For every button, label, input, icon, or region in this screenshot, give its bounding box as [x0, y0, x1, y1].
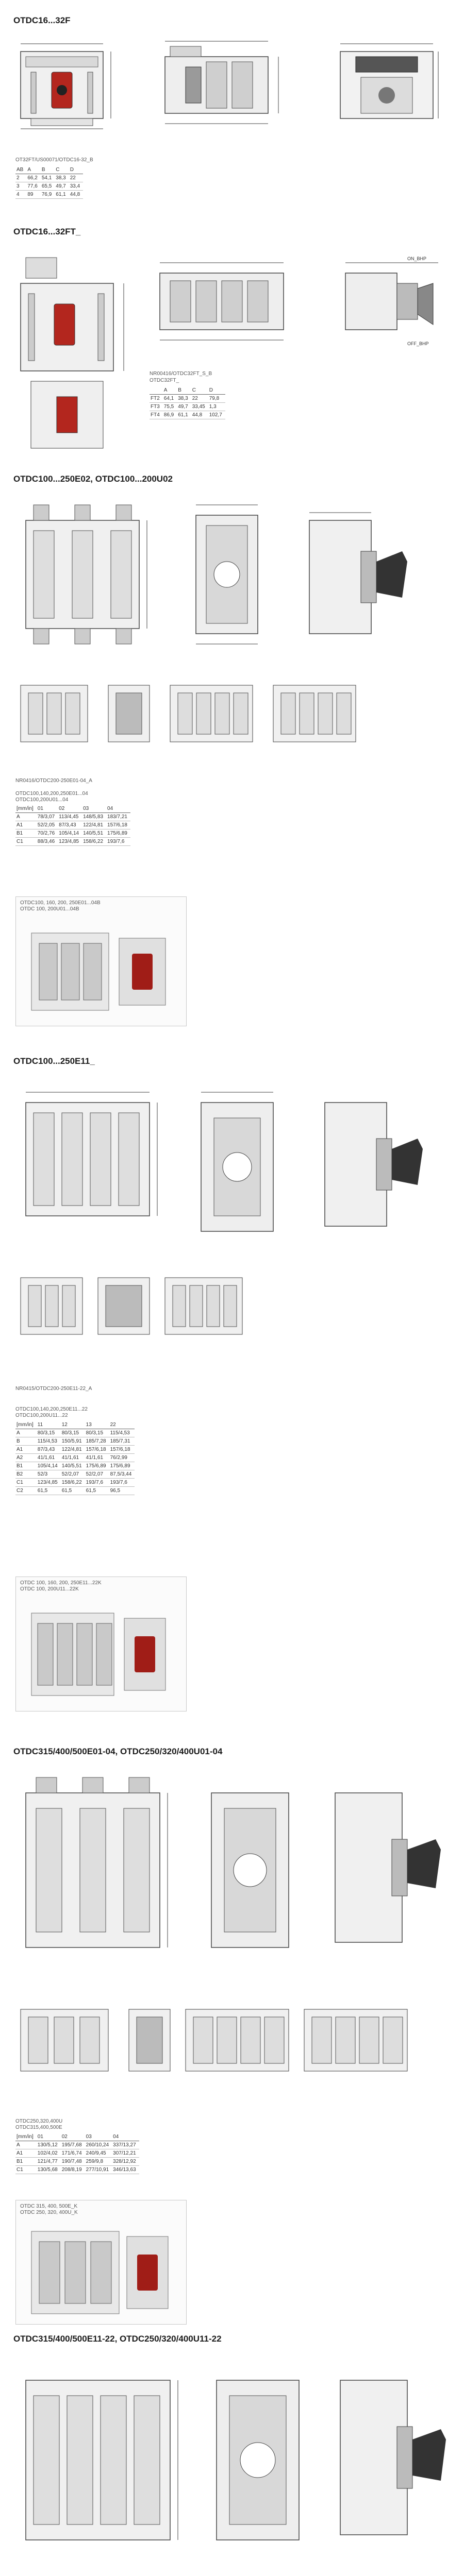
table-caption: OTDC32FT_ [150, 378, 179, 383]
photo-caption: OTDC 100, 160, 200, 250E11...22K [20, 1580, 102, 1586]
table-cell: 78/3,07 [37, 813, 58, 821]
section-title: OTDC315/400/500E11-22, OTDC250/320/400U11-22 [13, 2334, 222, 2344]
table-row [15, 2166, 139, 2174]
table-cell: 259/9,8 [85, 2158, 112, 2166]
table-cell: 122/4,81 [61, 1446, 85, 1454]
table-cell: 44,8 [69, 191, 83, 199]
table-cell: 49,7 [177, 403, 191, 411]
table-cell: 33,45 [191, 403, 208, 411]
table-cell: C2 [15, 1487, 37, 1495]
table-cell: 61,5 [37, 1487, 61, 1495]
table-cell: A [15, 1429, 37, 1437]
table-cell: 61,1 [177, 411, 191, 419]
table-cell: 22 [69, 174, 83, 182]
table-header: C [55, 166, 69, 174]
table-row [15, 1454, 135, 1462]
side-view-drawing [180, 495, 284, 659]
product-photo [26, 2221, 176, 2319]
table-header: B [41, 166, 55, 174]
table-cell: 4 [15, 191, 26, 199]
table-header: 22 [109, 1421, 135, 1429]
table-caption: OTDC100,140,200,250E11...22 [15, 1406, 88, 1412]
table-header-row [15, 1421, 135, 1429]
table-row [150, 411, 225, 419]
table-caption: OTDC100,200U11...22 [15, 1413, 68, 1418]
table-header: [mm/in] [15, 805, 37, 813]
table-header-row [15, 166, 83, 174]
table-cell: 77,6 [26, 182, 40, 191]
table-cell: A [15, 813, 37, 821]
table-cell: 76,9 [41, 191, 55, 199]
table-cell: 208/8,19 [61, 2166, 85, 2174]
table-cell: B [15, 1437, 37, 1446]
svg-text:OFF_BHP: OFF_BHP [407, 341, 429, 346]
table-cell: 157/6,18 [109, 1446, 135, 1454]
table-cell: 337/13,27 [112, 2141, 139, 2149]
table-cell: 38,3 [177, 395, 191, 403]
table-cell: 102,7 [208, 411, 225, 419]
table-cell: 88/3,46 [37, 838, 58, 846]
table-cell: 193/7,6 [85, 1479, 109, 1487]
dimension-table [15, 166, 83, 199]
drawing-ref: NR0415/OTDC200-250E11-22_A [15, 1386, 92, 1392]
table-row [150, 403, 225, 411]
table-caption: OTDC100,200U01...04 [15, 797, 69, 803]
table-cell: 44,8 [191, 411, 208, 419]
table-cell: 33,4 [69, 182, 83, 191]
front-view-drawing [15, 1767, 180, 1968]
table-row [15, 2158, 139, 2166]
table-cell: 61,5 [85, 1487, 109, 1495]
table-header: 01 [37, 805, 58, 813]
table-header-row [150, 386, 225, 395]
table-cell: 190/7,48 [61, 2158, 85, 2166]
table-header: 12 [61, 1421, 85, 1429]
table-cell: 195/7,68 [61, 2141, 85, 2149]
table-cell: 115/4,53 [109, 1429, 135, 1437]
table-row [15, 174, 83, 182]
table-header-row [15, 2133, 139, 2141]
side-view-drawing [150, 247, 304, 350]
table-cell: 22 [191, 395, 208, 403]
table-cell: C1 [15, 1479, 37, 1487]
pole-variant-drawings [15, 1262, 459, 1360]
table-cell: FT4 [150, 411, 163, 419]
table-cell: 260/10,24 [85, 2141, 112, 2149]
table-header [150, 386, 163, 395]
table-cell: FT3 [150, 403, 163, 411]
table-cell: 70/2,76 [37, 829, 58, 838]
section-otdc315-500e01 [0, 1747, 464, 2334]
drawing-ref: OT32FT/US00071/OTDC16-32_B [15, 157, 93, 163]
table-cell: A1 [15, 2149, 37, 2158]
section-title: OTDC315/400/500E01-04, OTDC250/320/400U01-04 [13, 1747, 223, 1756]
table-cell: 185/7,28 [85, 1437, 109, 1446]
table-cell: 52/3 [37, 1470, 61, 1479]
section-title: OTDC100...250E11_ [13, 1056, 95, 1066]
table-cell: 2 [15, 174, 26, 182]
table-caption: OTDC100,140,200,250E01...04 [15, 791, 88, 796]
table-cell: A1 [15, 1446, 37, 1454]
table-cell: 79,8 [208, 395, 225, 403]
table-cell: 61,1 [55, 191, 69, 199]
table-cell: 76/2,99 [109, 1454, 135, 1462]
table-cell: 52/2,05 [37, 821, 58, 829]
photo-caption: OTDC 100, 200U11...22K [20, 1586, 79, 1592]
section-title: OTDC16...32F [13, 15, 71, 25]
svg-text:ON_BHP: ON_BHP [407, 256, 427, 261]
table-row [15, 1470, 135, 1479]
photo-caption: OTDC100, 160, 200, 250E01...04B [20, 900, 101, 906]
table-cell: 52/2,07 [61, 1470, 85, 1479]
table-row [15, 838, 130, 846]
table-cell: A [15, 2141, 37, 2149]
table-cell: 80/3,15 [85, 1429, 109, 1437]
table-header: A [163, 386, 177, 395]
table-header: 03 [82, 805, 106, 813]
photo-caption: OTDC 100, 200U01...04B [20, 906, 79, 912]
table-header: C [191, 386, 208, 395]
table-cell: 113/4,45 [58, 813, 82, 821]
table-caption: OTDC315,400,500E [15, 2125, 62, 2130]
dimension-table [15, 805, 130, 846]
table-cell: 175/6,89 [106, 829, 130, 838]
table-header: D [208, 386, 225, 395]
table-row [15, 821, 130, 829]
table-row [15, 2149, 139, 2158]
table-row [15, 1479, 135, 1487]
table-row [15, 1429, 135, 1437]
table-cell: 41/1,61 [61, 1454, 85, 1462]
section-otdc315-500e11 [0, 2334, 464, 2576]
table-cell: 102/4,02 [37, 2149, 61, 2158]
table-header: A [26, 166, 40, 174]
table-cell: 115/4,53 [37, 1437, 61, 1446]
table-cell: A2 [15, 1454, 37, 1462]
table-cell: 157/6,18 [85, 1446, 109, 1454]
photo-caption: OTDC 315, 400, 500E_K [20, 2204, 78, 2209]
table-cell: 38,3 [55, 174, 69, 182]
table-cell: 328/12,92 [112, 2158, 139, 2166]
table-cell: 66,2 [26, 174, 40, 182]
product-photo-box [15, 896, 187, 1026]
table-cell: B1 [15, 829, 37, 838]
table-cell: 65,5 [41, 182, 55, 191]
table-row [15, 1462, 135, 1470]
table-cell: 87/3,43 [58, 821, 82, 829]
table-cell: 158/6,22 [61, 1479, 85, 1487]
table-cell: 122/4,81 [82, 821, 106, 829]
dimension-table [150, 386, 225, 419]
pole-variant-drawings [15, 1989, 459, 2092]
side-profile-drawing [330, 247, 449, 361]
table-cell: 121/4,77 [37, 2158, 61, 2166]
drawing-ref: NR00416/OTDC32FT_S_B [150, 371, 212, 377]
table-row [15, 191, 83, 199]
table-header: AB [15, 166, 26, 174]
table-cell: 193/7,6 [106, 838, 130, 846]
dimension-table [15, 2133, 139, 2174]
section-title: OTDC100...250E02, OTDC100...200U02 [13, 474, 173, 484]
table-header: 04 [112, 2133, 139, 2141]
table-cell: 171/6,74 [61, 2149, 85, 2158]
side-view-drawing [196, 1772, 314, 1968]
product-photo-box [15, 2200, 187, 2325]
table-header-row [15, 805, 130, 813]
table-cell: 61,5 [61, 1487, 85, 1495]
table-cell: 140/5,51 [82, 829, 106, 838]
table-cell: 1,3 [208, 403, 225, 411]
product-photo-box [15, 1577, 187, 1711]
table-header: [mm/in] [15, 2133, 37, 2141]
dimension-table [15, 1421, 135, 1495]
front-view-drawing [15, 252, 139, 459]
table-header: 13 [85, 1421, 109, 1429]
table-cell: 240/9,45 [85, 2149, 112, 2158]
table-cell: 105/4,14 [37, 1462, 61, 1470]
table-cell: 41/1,61 [85, 1454, 109, 1462]
table-cell: 185/7,31 [109, 1437, 135, 1446]
front-view-drawing [15, 2354, 186, 2561]
product-photo [26, 1598, 176, 1706]
table-header: 11 [37, 1421, 61, 1429]
table-cell: 3 [15, 182, 26, 191]
table-cell: A1 [15, 821, 37, 829]
table-header: 02 [61, 2133, 85, 2141]
table-cell: 105/4,14 [58, 829, 82, 838]
handle-side-drawing [314, 1087, 433, 1242]
table-cell: 86,9 [163, 411, 177, 419]
table-header: 02 [58, 805, 82, 813]
table-row [15, 829, 130, 838]
section-otdc100-250e02 [0, 474, 464, 1056]
product-photo [26, 918, 176, 1021]
table-cell: 130/5,68 [37, 2166, 61, 2174]
table-cell: 130/5,12 [37, 2141, 61, 2149]
table-cell: C1 [15, 2166, 37, 2174]
handle-side-drawing [299, 505, 418, 649]
table-cell: 123/4,85 [37, 1479, 61, 1487]
table-cell: 183/7,21 [106, 813, 130, 821]
section-otdc100-250e11 [0, 1056, 464, 1747]
table-cell: FT2 [150, 395, 163, 403]
table-caption: OTDC250,320,400U [15, 2119, 63, 2124]
table-cell: 193/7,6 [109, 1479, 135, 1487]
table-row [15, 813, 130, 821]
table-header: 03 [85, 2133, 112, 2141]
table-cell: B1 [15, 2158, 37, 2166]
table-cell: 52/2,07 [85, 1470, 109, 1479]
table-row [15, 182, 83, 191]
table-cell: 49,7 [55, 182, 69, 191]
table-row [150, 395, 225, 403]
table-cell: B2 [15, 1470, 37, 1479]
table-row [15, 1446, 135, 1454]
table-cell: B1 [15, 1462, 37, 1470]
table-cell: 64,1 [163, 395, 177, 403]
table-cell: 80/3,15 [37, 1429, 61, 1437]
table-cell: 158/6,22 [82, 838, 106, 846]
photo-caption: OTDC 250, 320, 400U_K [20, 2210, 78, 2215]
table-row [15, 1437, 135, 1446]
table-cell: 148/5,83 [82, 813, 106, 821]
handle-side-drawing [330, 2365, 454, 2550]
table-row [15, 2141, 139, 2149]
table-header: [mm/in] [15, 1421, 37, 1429]
table-row [15, 1487, 135, 1495]
front-view-drawing [15, 495, 160, 649]
front-view-drawing [15, 1077, 170, 1236]
side-view-drawing [186, 1082, 299, 1252]
table-header: 01 [37, 2133, 61, 2141]
rear-view-drawing [330, 36, 443, 139]
table-cell: 150/5,91 [61, 1437, 85, 1446]
table-cell: 346/13,63 [112, 2166, 139, 2174]
table-header: D [69, 166, 83, 174]
table-cell: 175/6,89 [109, 1462, 135, 1470]
table-cell: 140/5,51 [61, 1462, 85, 1470]
front-view-drawing [15, 36, 134, 149]
table-cell: 307/12,21 [112, 2149, 139, 2158]
pole-variant-drawings [15, 670, 459, 762]
handle-side-drawing [325, 1777, 449, 1958]
section-otdc16-32ft [0, 227, 464, 474]
side-view-drawing [155, 31, 294, 144]
table-header: 04 [106, 805, 130, 813]
table-cell: 277/10,91 [85, 2166, 112, 2174]
section-title: OTDC16...32FT_ [13, 227, 81, 236]
table-cell: 89 [26, 191, 40, 199]
table-cell: 54,1 [41, 174, 55, 182]
side-view-drawing [201, 2360, 320, 2561]
section-otdc16-32f [0, 0, 464, 227]
table-cell: 87,5/3,44 [109, 1470, 135, 1479]
table-cell: 157/6,18 [106, 821, 130, 829]
table-cell: 175/6,89 [85, 1462, 109, 1470]
table-cell: 75,5 [163, 403, 177, 411]
table-cell: C1 [15, 838, 37, 846]
table-cell: 41/1,61 [37, 1454, 61, 1462]
table-cell: 87/3,43 [37, 1446, 61, 1454]
table-cell: 123/4,85 [58, 838, 82, 846]
table-cell: 96,5 [109, 1487, 135, 1495]
table-header: B [177, 386, 191, 395]
table-cell: 80/3,15 [61, 1429, 85, 1437]
drawing-ref: NR0416/OTDC200-250E01-04_A [15, 778, 92, 784]
